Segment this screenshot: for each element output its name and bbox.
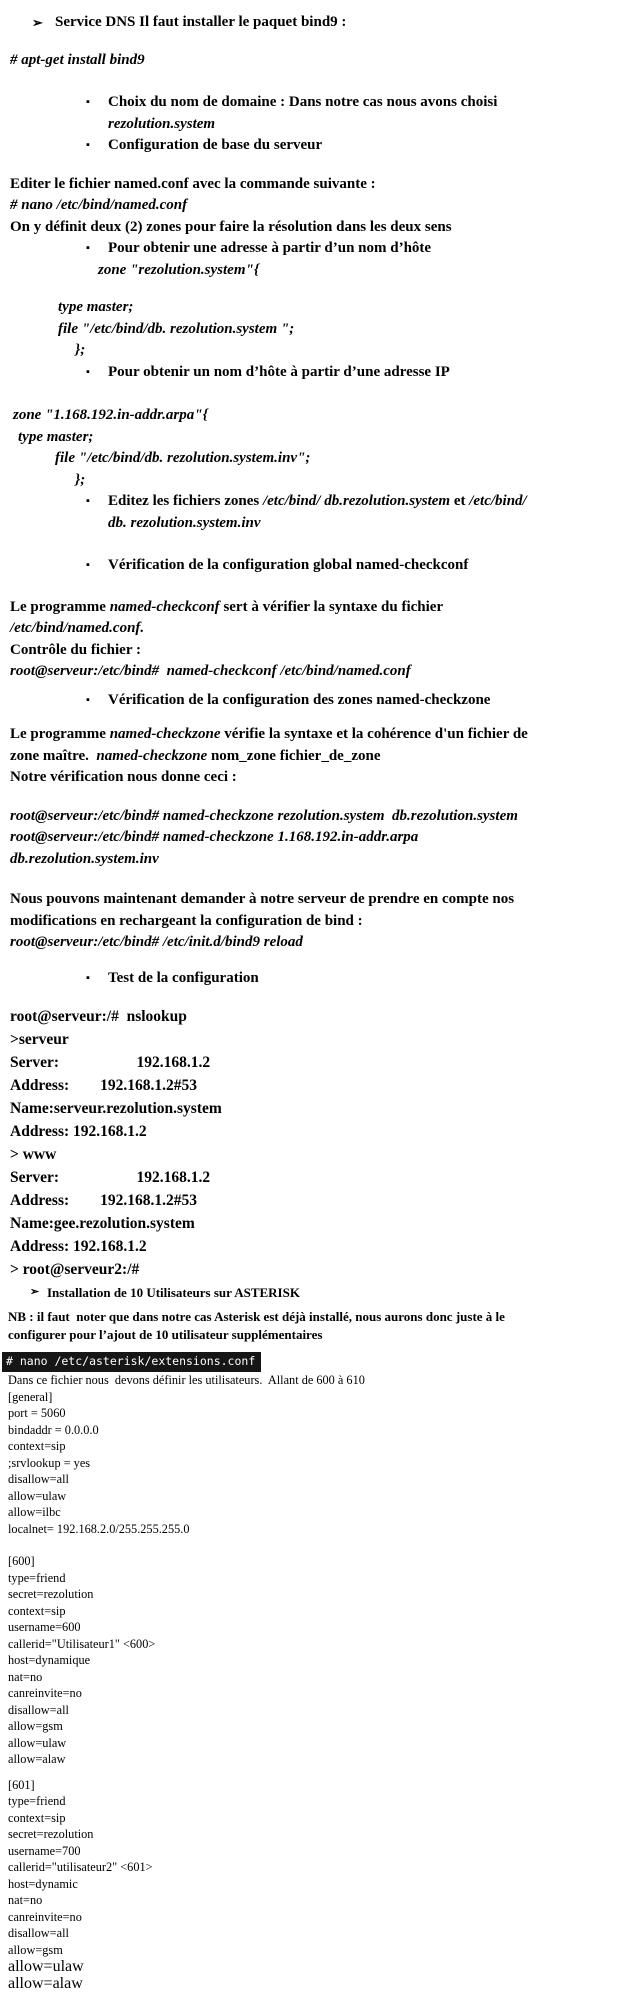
text-content: username=700 <box>8 1843 81 1858</box>
cfg-port <box>8 1405 639 1422</box>
text-content: Name:serveur.rezolution.system <box>10 1100 222 1117</box>
cfg-bindaddr <box>8 1422 639 1439</box>
text-content: rezolution.system <box>108 115 216 132</box>
text-content: Address: 192.168.1.2#53 <box>10 1192 198 1209</box>
square-bullet-icon: ▪ <box>86 495 90 507</box>
text-content: zone maître. named-checkzone nom_zone fichier_de_zone <box>10 747 381 764</box>
bullet-test-configuration <box>0 968 639 990</box>
cmd-named-checkconf <box>10 661 639 683</box>
code-type-master-1 <box>58 297 639 319</box>
path-etc-bind-named-conf <box>10 618 639 640</box>
text-content: allow=ulaw <box>8 1488 67 1503</box>
text-content: type master; <box>58 299 134 315</box>
cmd-bind9-reload <box>10 932 639 954</box>
bullet-choix-domaine <box>0 92 639 114</box>
text-content: configurer pour l’ajout de 10 utilisateur supplémentaires <box>8 1327 323 1342</box>
text-content: nat=no <box>8 1669 43 1684</box>
cfg-context-general <box>8 1438 639 1455</box>
term-server-1 <box>10 1051 639 1074</box>
term-query-serveur <box>10 1028 639 1051</box>
para-programme-checkzone-1 <box>10 724 639 746</box>
square-bullet-icon: ▪ <box>86 242 90 254</box>
text-content: type=friend <box>8 1570 66 1585</box>
text-content: callerid="utilisateur2" <601> <box>8 1860 153 1874</box>
text-content: Pour obtenir une adresse à partir d’un nom d’hôte <box>108 240 432 256</box>
text-content: Address: 192.168.1.2#53 <box>10 1077 198 1094</box>
cfg-601-username <box>8 1843 639 1860</box>
code-file-db-rezolution <box>58 319 639 341</box>
square-bullet-icon: ▪ <box>86 96 90 108</box>
bullet-editez-fichiers-zones-cont <box>108 513 639 535</box>
cfg-600-callerid <box>8 1636 639 1653</box>
text-content: context=sip <box>8 1603 66 1618</box>
text-content: host=dynamique <box>8 1653 91 1667</box>
text-content: > root@serveur2:/# <box>10 1261 140 1278</box>
text-content: root@serveur:/etc/bind# named-checkzone 1.168.192.in-addr.arpa <box>10 829 419 845</box>
text-content: Address: 192.168.1.2 <box>10 1238 147 1255</box>
text-content: db. rezolution.system.inv <box>108 514 261 531</box>
code-file-db-rezolution-inv <box>55 448 639 470</box>
text-content: Name:gee.rezolution.system <box>10 1215 195 1232</box>
cfg-600-username <box>8 1619 639 1636</box>
text-content: Server: 192.168.1.2 <box>10 1054 211 1071</box>
term-address-1b <box>10 1120 639 1143</box>
text-content: allow=ulaw <box>8 1735 67 1750</box>
text-content: localnet= 192.168.2.0/255.255.255.0 <box>8 1521 190 1536</box>
code-closing-brace-1 <box>75 340 639 362</box>
text-content: type=friend <box>8 1794 66 1808</box>
text-content: Notre vérification nous donne ceci : <box>10 769 237 785</box>
cmd-nano-named-conf <box>10 195 639 217</box>
text-content: allow=alaw <box>8 1752 66 1766</box>
text-content: Editez les fichiers zones /etc/bind/ db.rezolution.system et /etc/bind/ <box>108 493 527 509</box>
cfg-601-context <box>8 1810 639 1827</box>
square-bullet-icon: ▪ <box>86 693 90 706</box>
text-content: secret=rezolution <box>8 1587 94 1601</box>
bullet-verification-checkzone <box>0 690 639 712</box>
para-programme-checkconf <box>10 597 639 619</box>
text-content: /etc/bind/named.conf. <box>10 620 145 636</box>
cfg-601-nat <box>8 1892 639 1909</box>
text-content: context=sip <box>8 1439 66 1453</box>
term-address-2 <box>10 1189 639 1212</box>
cfg-600-type <box>8 1570 639 1587</box>
text-content: Server: 192.168.1.2 <box>10 1169 211 1186</box>
bullet-adresse-depuis-nom <box>0 238 639 260</box>
text-content: modifications en rechargeant la configuration de bind : <box>10 912 363 929</box>
heading-service-dns <box>0 12 639 34</box>
term-query-www <box>10 1143 639 1166</box>
text-content: allow=alaw <box>8 1975 83 1992</box>
cmd-named-checkzone-1 <box>10 806 639 828</box>
text-content: nat=no <box>8 1893 43 1907</box>
cfg-section-601 <box>8 1777 639 1794</box>
text-content: allow=ulaw <box>8 1958 84 1975</box>
cfg-601-disallow <box>8 1925 639 1942</box>
cfg-intro <box>8 1372 639 1389</box>
cfg-601-allow-gsm <box>8 1942 639 1959</box>
cfg-srvlookup <box>8 1455 639 1472</box>
cfg-600-context <box>8 1603 639 1620</box>
cfg-600-allow-gsm <box>8 1718 639 1735</box>
para-deux-zones <box>10 217 639 239</box>
text-content: file "/etc/bind/db. rezolution.system "; <box>58 320 295 337</box>
text-content: db.rezolution.system.inv <box>10 850 159 867</box>
text-content: Choix du nom de domaine : Dans notre cas nous avons choisi <box>108 94 498 110</box>
cmd-nano-extensions-conf <box>2 1352 639 1372</box>
text-content: # nano /etc/bind/named.conf <box>10 197 188 213</box>
cfg-601-allow-ulaw <box>8 1958 639 1975</box>
text-content: allow=ilbc <box>8 1505 61 1519</box>
bullet-config-base-serveur <box>0 135 639 157</box>
text-content: root@serveur:/etc/bind# named-checkconf /etc/bind/named.conf <box>10 663 411 679</box>
para-recharger-2 <box>10 911 639 933</box>
text-content: Service DNS Il faut installer le paquet bind9 : <box>55 14 347 30</box>
bullet-verification-checkconf <box>0 555 639 577</box>
para-recharger-1 <box>10 889 639 911</box>
bullet-editez-fichiers-zones <box>0 491 639 513</box>
arrow-bullet-icon: ➢ <box>30 1286 40 1298</box>
text-content: Configuration de base du serveur <box>108 137 323 153</box>
text-content: allow=gsm <box>8 1942 63 1957</box>
cfg-600-nat <box>8 1669 639 1686</box>
text-content: # nano /etc/asterisk/extensions.conf <box>2 1352 261 1372</box>
text-content: Installation de 10 Utilisateurs sur ASTERISK <box>47 1285 300 1300</box>
cfg-allow-ilbc <box>8 1504 639 1521</box>
cmd-named-checkzone-2 <box>10 827 639 849</box>
text-content: Pour obtenir un nom d’hôte à partir d’une adresse IP <box>108 363 450 380</box>
code-type-master-2 <box>18 427 639 449</box>
code-zone-rezolution <box>98 260 639 282</box>
text-content: secret=rezolution <box>8 1827 94 1841</box>
text-content: Address: 192.168.1.2 <box>10 1123 147 1140</box>
term-name-1 <box>10 1097 639 1120</box>
text-content: zone "rezolution.system"{ <box>98 261 260 278</box>
square-bullet-icon: ▪ <box>86 139 90 151</box>
text-content: [601] <box>8 1777 35 1792</box>
cfg-601-secret <box>8 1826 639 1843</box>
text-content: On y définit deux (2) zones pour faire la résolution dans les deux sens <box>10 218 452 235</box>
cfg-600-canreinvite <box>8 1685 639 1702</box>
text-content: root@serveur:/etc/bind# named-checkzone rezolution.system db.rezolution.system <box>10 807 518 824</box>
square-bullet-icon: ▪ <box>86 559 90 571</box>
cfg-601-callerid <box>8 1859 639 1876</box>
text-content: Editer le fichier named.conf avec la commande suivante : <box>10 175 376 192</box>
text-content: ;srvlookup = yes <box>8 1455 91 1470</box>
para-nb-2 <box>8 1326 639 1344</box>
text-content: allow=gsm <box>8 1719 63 1733</box>
text-content: context=sip <box>8 1810 66 1825</box>
text-content: [600] <box>8 1554 35 1568</box>
text-content: Contrôle du fichier : <box>10 641 141 658</box>
text-content: Le programme named-checkconf sert à vérifier la syntaxe du fichier <box>10 598 444 615</box>
cfg-600-allow-alaw <box>8 1751 639 1768</box>
bullet-nom-depuis-adresse <box>0 362 639 384</box>
text-content: }; <box>75 471 86 488</box>
text-content: NB : il faut noter que dans notre cas Asterisk est déjà installé, nous aurons donc juste à le <box>8 1309 505 1324</box>
text-content: type master; <box>18 428 94 445</box>
cfg-600-allow-ulaw <box>8 1735 639 1752</box>
code-zone-inaddr-arpa <box>13 405 639 427</box>
text-content: > www <box>10 1146 57 1163</box>
text-content: root@serveur:/etc/bind# /etc/init.d/bind9 reload <box>10 934 303 950</box>
term-prompt-end <box>10 1258 639 1281</box>
para-nb-1 <box>8 1308 639 1326</box>
cfg-601-allow-alaw <box>8 1975 639 1992</box>
para-controle-fichier <box>10 640 639 662</box>
text-content: Dans ce fichier nous devons définir les utilisateurs. Allant de 600 à 610 <box>8 1373 365 1387</box>
para-notre-verification <box>10 767 639 789</box>
text-content: [general] <box>8 1389 53 1404</box>
cfg-601-host <box>8 1876 639 1893</box>
text-content: disallow=all <box>8 1926 69 1940</box>
cfg-localnet <box>8 1521 639 1538</box>
cmd-named-checkzone-2-cont <box>10 849 639 871</box>
text-content: Vérification de la configuration global named-checkconf <box>108 557 469 573</box>
text-content: Vérification de la configuration des zones named-checkzone <box>108 691 491 708</box>
arrow-bullet-icon: ➢ <box>32 15 43 30</box>
text-content: canreinvite=no <box>8 1909 82 1924</box>
cfg-600-disallow <box>8 1702 639 1719</box>
term-server-2 <box>10 1166 639 1189</box>
cfg-section-general <box>8 1389 639 1406</box>
term-nslookup <box>10 1005 639 1028</box>
text-content: Test de la configuration <box>108 969 259 986</box>
cfg-601-type <box>8 1793 639 1810</box>
text-content: disallow=all <box>8 1472 69 1486</box>
text-content: Nous pouvons maintenant demander à notre serveur de prendre en compte nos <box>10 891 515 907</box>
cfg-601-canreinvite <box>8 1909 639 1926</box>
cfg-disallow-general <box>8 1471 639 1488</box>
cfg-600-secret <box>8 1586 639 1603</box>
text-content: host=dynamic <box>8 1876 78 1891</box>
text-content: Le programme named-checkzone vérifie la syntaxe et la cohérence d'un fichier de <box>10 726 528 742</box>
text-content: }; <box>75 342 86 358</box>
term-address-1 <box>10 1074 639 1097</box>
text-content: disallow=all <box>8 1702 69 1717</box>
cmd-apt-get-install-bind9 <box>10 50 639 72</box>
term-name-2 <box>10 1212 639 1235</box>
square-bullet-icon: ▪ <box>86 971 90 984</box>
cfg-section-600 <box>8 1553 639 1570</box>
text-content: username=600 <box>8 1620 81 1634</box>
para-programme-checkzone-2 <box>10 746 639 768</box>
text-content: port = 5060 <box>8 1406 66 1420</box>
square-bullet-icon: ▪ <box>86 365 90 378</box>
heading-installation-asterisk <box>0 1284 639 1301</box>
bullet-choix-domaine-cont <box>108 114 639 136</box>
text-content: # apt-get install bind9 <box>10 51 145 68</box>
text-content: canreinvite=no <box>8 1686 82 1700</box>
text-content: zone "1.168.192.in-addr.arpa"{ <box>13 407 208 423</box>
text-content: callerid="Utilisateur1" <600> <box>8 1636 156 1651</box>
cfg-600-host <box>8 1652 639 1669</box>
para-editer-named-conf <box>10 174 639 196</box>
text-content: root@serveur:/# nslookup <box>10 1008 187 1025</box>
cfg-allow-ulaw-general <box>8 1488 639 1505</box>
text-content: file "/etc/bind/db. rezolution.system.inv"; <box>55 450 311 466</box>
code-closing-brace-2 <box>75 470 639 492</box>
term-address-2b <box>10 1235 639 1258</box>
text-content: bindaddr = 0.0.0.0 <box>8 1422 99 1437</box>
text-content: >serveur <box>10 1031 69 1048</box>
